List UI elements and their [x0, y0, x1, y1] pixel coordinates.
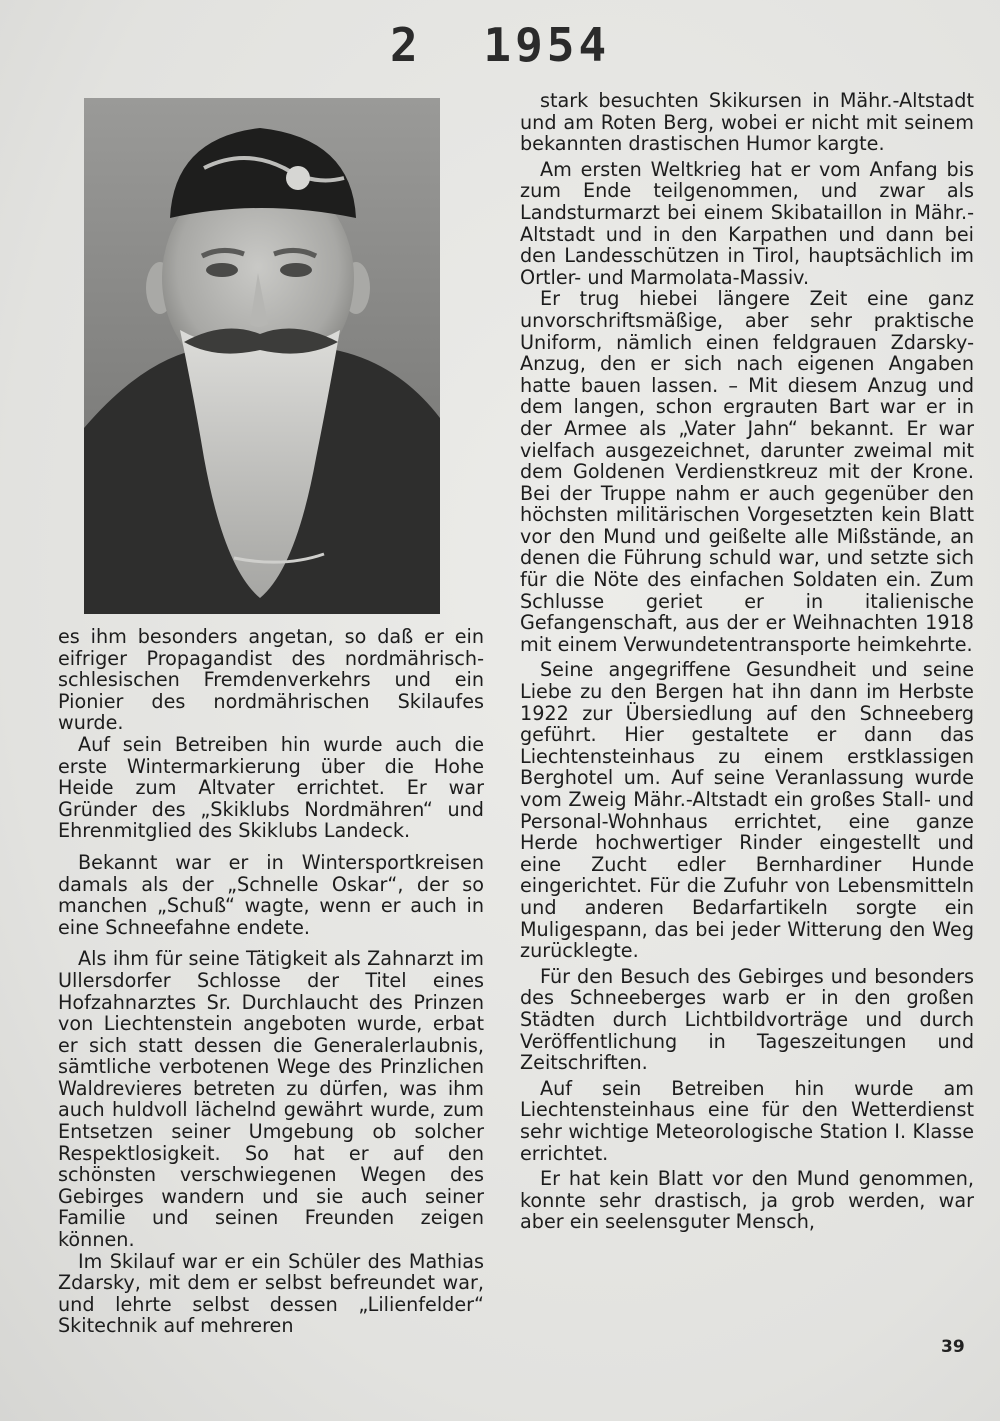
- portrait-image: [84, 98, 440, 614]
- left-text-column: [58, 626, 484, 1337]
- paragraph: Er trug hiebei längere Zeit eine ganz unvorschriftsmäßige, aber sehr praktische Uniform, nämlich einen feldgrauen Zdarsky-Anzug, den er sich nach eigenen Angaben hatte bauen lassen. – Mit diesem Anzug und dem langen, schon ergrauten Bart war er in der Armee als „Vater Jahn“ bekannt. Er war vielfach ausgezeichnet, darunter zweimal mit dem Goldenen Verdienstkreuz mit der Krone. Bei der Truppe nahm er auch gegenüber den höchsten militärischen Vorgesetzten kein Blatt vor den Mund und geißelte alle Mißstände, an denen die Führung schuld war, und setzte sich für die Nöte des einfachen Soldaten ein. Zum Schlusse geriet er in italienische Gefangenschaft, aus der er Weihnachten 1918 mit einem Verwundetentransporte heimkehrte.: [520, 287, 974, 656]
- portrait-photo: [84, 98, 440, 614]
- right-text-column: [520, 90, 974, 1233]
- paragraph: Auf sein Betreiben hin wurde auch die erste Wintermarkierung über die Hohe Heide zum Altvater errichtet. Er war Gründer des „Skiklubs Nordmähren“ und Ehrenmitglied des Skiklubs Landeck.: [58, 732, 484, 843]
- paragraph: es ihm besonders angetan, so daß er ein eifriger Propagandist des nordmährisch-schlesischen Fremdenverkehrs und ein Pionier des nordmährischen Skilaufes wurde.: [58, 625, 484, 735]
- paragraph: Bekannt war er in Wintersportkreisen damals als der „Schnelle Oskar“, der so manchen „Schuß“ wagte, wenn er auch in eine Schneefahne endete.: [58, 850, 484, 939]
- paragraph: Für den Besuch des Gebirges und besonders des Schneeberges warb er in den großen Städten durch Lichtbildvorträge und durch Veröffentlichung in Tageszeitungen und Zeitschriften.: [520, 964, 974, 1075]
- paragraph: Er hat kein Blatt vor den Mund genommen, konnte sehr drastisch, ja grob werden, war aber ein seelensguter Mensch,: [520, 1167, 974, 1234]
- paragraph: Seine angegriffene Gesundheit und seine Liebe zu den Bergen hat ihn dann im Herbste 1922 zur Übersiedlung auf den Schneeberg geführt. Hier gestaltete er dann das Liechtensteinhaus zu einem erstklassigen Berghotel um. Auf seine Veranlassung wurde vom Zweig Mähr.-Altstadt ein großes Stall- und Personal-Wohnhaus errichtet, eine ganze Herde hochwertiger Rinder eingestellt und eine Zucht edler Bernhardiner Hunde eingerichtet. Für die Zufuhr von Lebensmitteln und anderen Bedarfartikeln sorgte ein Muligespann, das bei jeder Witterung den Weg zurücklegte.: [520, 658, 974, 963]
- paragraph: Auf sein Betreiben hin wurde am Liechtensteinhaus eine für den Wetterdienst sehr wichtige Meteorologische Station I. Klasse errichtet.: [520, 1076, 974, 1165]
- issue-stamp: 2 1954: [390, 18, 611, 72]
- page-number: 39: [941, 1337, 965, 1357]
- paragraph: stark besuchten Skikursen in Mähr.-Altstadt und am Roten Berg, wobei er nicht mit seinem bekannten drastischen Humor kargte.: [520, 89, 974, 156]
- paragraph: Im Skilauf war er ein Schüler des Mathias Zdarsky, mit dem er selbst befreundet war, und lehrte selbst dessen „Lilienfelder“ Skitechnik auf mehreren: [58, 1249, 484, 1338]
- paragraph: Am ersten Weltkrieg hat er vom Anfang bis zum Ende teilgenommen, und zwar als Landsturmarzt bei einem Skibataillon in Mähr.-Altstadt und in den Karpathen und dann bei den Landesschützen in Tirol, hauptsächlich im Ortler- und Marmolata-Massiv.: [520, 157, 974, 289]
- paragraph: Als ihm für seine Tätigkeit als Zahnarzt im Ullersdorfer Schlosse der Titel eines Hofzahnarztes Sr. Durchlaucht des Prinzen von Liechtenstein angeboten wurde, erbat er sich statt dessen die Generalerlaubnis, sämtliche verbotenen Wege des Prinzlichen Waldrevieres betreten zu dürfen, was ihm auch huldvoll lächelnd gewährt wurde, zum Entsetzen seiner Umgebung ob solcher Respektlosigkeit. So hat er auf den schönsten verschwiegenen Wegen des Gebirges wandern und sie auch seiner Familie und seinen Freunden zeigen können.: [58, 947, 484, 1252]
